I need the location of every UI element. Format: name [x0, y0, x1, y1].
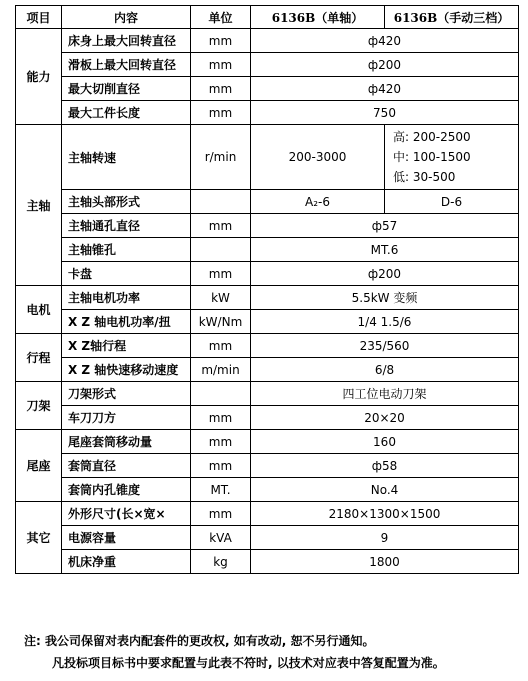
row-unit: mm [191, 53, 251, 77]
table-row [16, 262, 519, 286]
row-item: X Z 轴快速移动速度 [62, 358, 191, 382]
row-value: ф420 [251, 29, 519, 53]
table-header-row [16, 6, 519, 29]
table-row [16, 478, 519, 502]
row-unit: mm [191, 77, 251, 101]
row-value: ф200 [251, 53, 519, 77]
speed-mid: 中: 100-1500 [393, 150, 471, 164]
row-value: 9 [251, 526, 519, 550]
row-value-a: A₂-6 [251, 190, 385, 214]
row-unit: kg [191, 550, 251, 574]
row-unit: mm [191, 214, 251, 238]
table-row [16, 406, 519, 430]
row-unit [191, 382, 251, 406]
table-row [16, 454, 519, 478]
header-model-a: 6136B（单轴） [251, 6, 385, 29]
row-value: 750 [251, 101, 519, 125]
row-value: 20×20 [251, 406, 519, 430]
row-unit: kW/Nm [191, 310, 251, 334]
row-item: 主轴锥孔 [62, 238, 191, 262]
row-value: 1/4 1.5/6 [251, 310, 519, 334]
row-unit: mm [191, 262, 251, 286]
row-unit: r/min [191, 125, 251, 190]
speed-low: 低: 30-500 [393, 170, 456, 184]
row-item: 主轴转速 [62, 125, 191, 190]
row-item: 尾座套筒移动量 [62, 430, 191, 454]
table-row [16, 358, 519, 382]
table-row [16, 29, 519, 53]
row-unit [191, 238, 251, 262]
row-unit: mm [191, 29, 251, 53]
row-item: 电源容量 [62, 526, 191, 550]
section-capacity: 能力 [16, 29, 62, 125]
table-row [16, 310, 519, 334]
section-travel: 行程 [16, 334, 62, 382]
row-value: 5.5kW 变频 [251, 286, 519, 310]
row-item: 套筒内孔锥度 [62, 478, 191, 502]
row-unit: mm [191, 502, 251, 526]
section-turret: 刀架 [16, 382, 62, 430]
row-item: 最大切削直径 [62, 77, 191, 101]
table-row [16, 125, 519, 190]
row-value: MT.6 [251, 238, 519, 262]
footnotes [24, 630, 524, 674]
table-row [16, 190, 519, 214]
row-item: X Z轴行程 [62, 334, 191, 358]
row-unit: MT. [191, 478, 251, 502]
row-unit: mm [191, 101, 251, 125]
row-item: 主轴电机功率 [62, 286, 191, 310]
row-value-b: D-6 [385, 190, 519, 214]
section-tailstock: 尾座 [16, 430, 62, 502]
row-item: 滑板上最大回转直径 [62, 53, 191, 77]
section-motor: 电机 [16, 286, 62, 334]
table-row [16, 101, 519, 125]
header-category: 项目 [16, 6, 62, 29]
table-row [16, 77, 519, 101]
row-item: 最大工件长度 [62, 101, 191, 125]
row-item: 套筒直径 [62, 454, 191, 478]
table-row [16, 430, 519, 454]
table-row [16, 502, 519, 526]
section-spindle: 主轴 [16, 125, 62, 286]
row-item: 车刀刀方 [62, 406, 191, 430]
row-value: No.4 [251, 478, 519, 502]
row-value-b [385, 125, 519, 190]
row-value: 235/560 [251, 334, 519, 358]
row-value: 160 [251, 430, 519, 454]
row-item: 刀架形式 [62, 382, 191, 406]
row-unit: mm [191, 406, 251, 430]
row-item: 卡盘 [62, 262, 191, 286]
row-item: 床身上最大回转直径 [62, 29, 191, 53]
row-value: ф200 [251, 262, 519, 286]
row-item: 机床净重 [62, 550, 191, 574]
table-row [16, 214, 519, 238]
row-unit [191, 190, 251, 214]
row-item: 主轴通孔直径 [62, 214, 191, 238]
row-item: X Z 轴电机功率/扭 [62, 310, 191, 334]
spec-table [15, 5, 519, 574]
table-row [16, 238, 519, 262]
row-unit: mm [191, 454, 251, 478]
row-value: 1800 [251, 550, 519, 574]
row-value-a: 200-3000 [251, 125, 385, 190]
table-row [16, 334, 519, 358]
row-item: 主轴头部形式 [62, 190, 191, 214]
table-row [16, 382, 519, 406]
row-value: ф420 [251, 77, 519, 101]
note-line-2: 凡投标项目标书中要求配置与此表不符时, 以技术对应表中答复配置为准。 [52, 656, 445, 670]
row-item: 外形尺寸(长×宽× [62, 502, 191, 526]
section-other: 其它 [16, 502, 62, 574]
row-value: 2180×1300×1500 [251, 502, 519, 526]
table-row [16, 53, 519, 77]
header-unit: 单位 [191, 6, 251, 29]
row-value: 四工位电动刀架 [251, 382, 519, 406]
header-model-b: 6136B（手动三档） [385, 6, 519, 29]
row-value: ф57 [251, 214, 519, 238]
row-value: ф58 [251, 454, 519, 478]
row-unit: mm [191, 430, 251, 454]
speed-high: 高: 200-2500 [393, 130, 471, 144]
row-value: 6/8 [251, 358, 519, 382]
header-content: 内容 [62, 6, 191, 29]
row-unit: m/min [191, 358, 251, 382]
table-row [16, 550, 519, 574]
table-row [16, 526, 519, 550]
row-unit: mm [191, 334, 251, 358]
note-line-1: 注: 我公司保留对表内配套件的更改权, 如有改动, 恕不另行通知。 [24, 634, 375, 648]
row-unit: kVA [191, 526, 251, 550]
row-unit: kW [191, 286, 251, 310]
table-row [16, 286, 519, 310]
